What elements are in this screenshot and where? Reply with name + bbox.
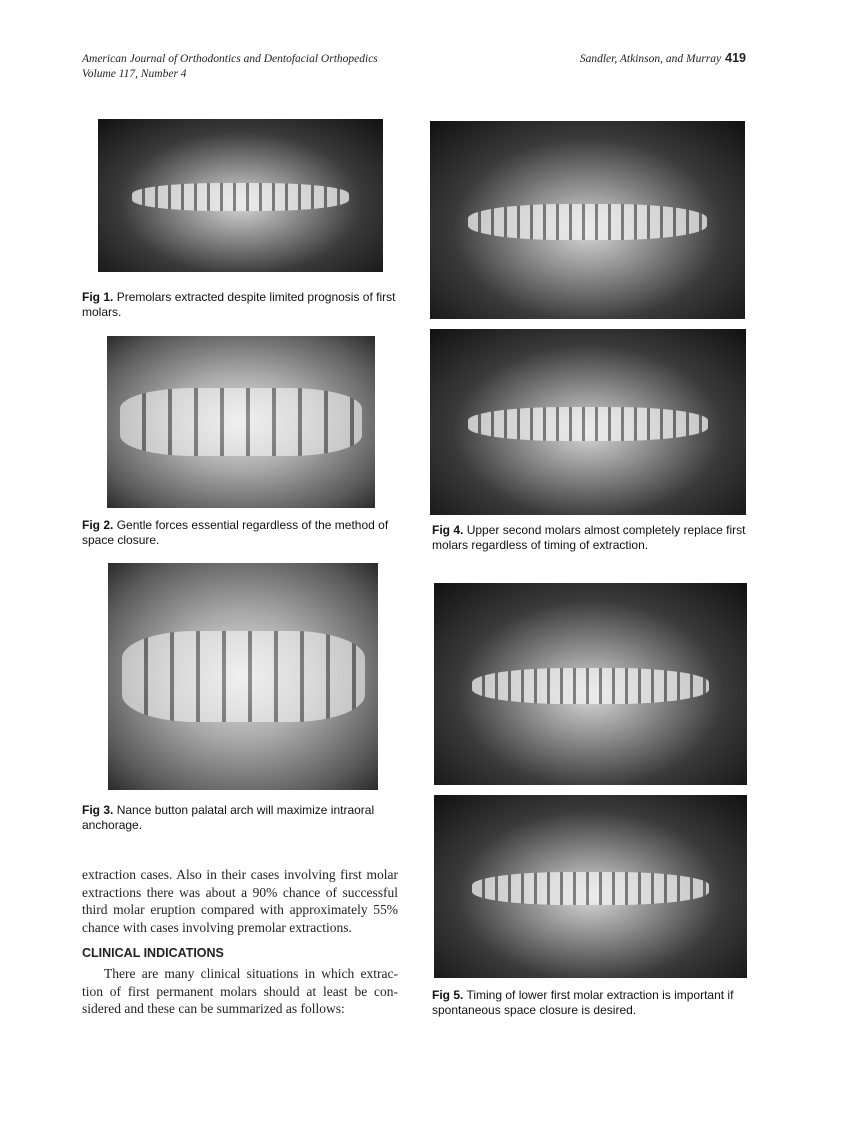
fig2-caption-text: Gentle forces essential regardless of the method of space closure. (82, 518, 389, 547)
fig3-caption-text: Nance button palatal arch will maximize intraoral anchorage. (82, 803, 375, 832)
fig2-image (107, 336, 375, 508)
fig5b-image (434, 795, 747, 978)
text-line: sidered and these can be summarized as follows: (82, 1001, 345, 1016)
running-header-left (82, 52, 378, 82)
text-line: There are many clinical situations in which extrac- (104, 966, 398, 981)
fig3-image (108, 563, 378, 790)
text-line: third molar eruption compared with approximately 55% (82, 902, 398, 917)
fig1-caption (82, 290, 400, 320)
text-line: chance with cases involving premolar extractions. (82, 919, 352, 935)
fig5-caption-text: Timing of lower first molar extraction is important if spontaneous space closure is desired. (432, 988, 734, 1017)
fig5-caption (432, 988, 752, 1018)
fig5-label: Fig 5. (432, 988, 464, 1002)
fig2-label: Fig 2. (82, 518, 114, 532)
fig3-caption (82, 803, 400, 833)
text-line: tion of first permanent molars should at least be con- (82, 983, 398, 999)
authors: Sandler, Atkinson, and Murray (579, 53, 722, 65)
fig1-label: Fig 1. (82, 290, 114, 304)
journal-title: American Journal of Orthodontics and Dentofacial Orthopedics (82, 53, 378, 65)
body-paragraph-1 (82, 866, 398, 936)
fig4-label: Fig 4. (432, 523, 464, 537)
fig3-label: Fig 3. (82, 803, 114, 817)
fig2-caption (82, 518, 400, 548)
fig5a-image (434, 583, 747, 785)
body-paragraph-2 (82, 965, 398, 1018)
running-header-right (580, 51, 746, 67)
fig4b-image (430, 329, 746, 515)
fig1-image (98, 119, 383, 272)
journal-volume: Volume 117, Number 4 (82, 68, 187, 80)
text-line: extraction cases. Also in their cases involving first molar (82, 867, 398, 882)
fig1-caption-text: Premolars extracted despite limited prognosis of first molars. (82, 290, 396, 319)
page-number: 419 (725, 51, 746, 65)
fig4-caption (432, 523, 750, 553)
text-line: extractions there was about a 90% chance of successful (82, 884, 398, 900)
fig4a-image (430, 121, 745, 319)
section-heading: CLINICAL INDICATIONS (82, 946, 224, 960)
fig4-caption-text: Upper second molars almost completely replace first molars regardless of timing of extraction. (432, 523, 746, 552)
